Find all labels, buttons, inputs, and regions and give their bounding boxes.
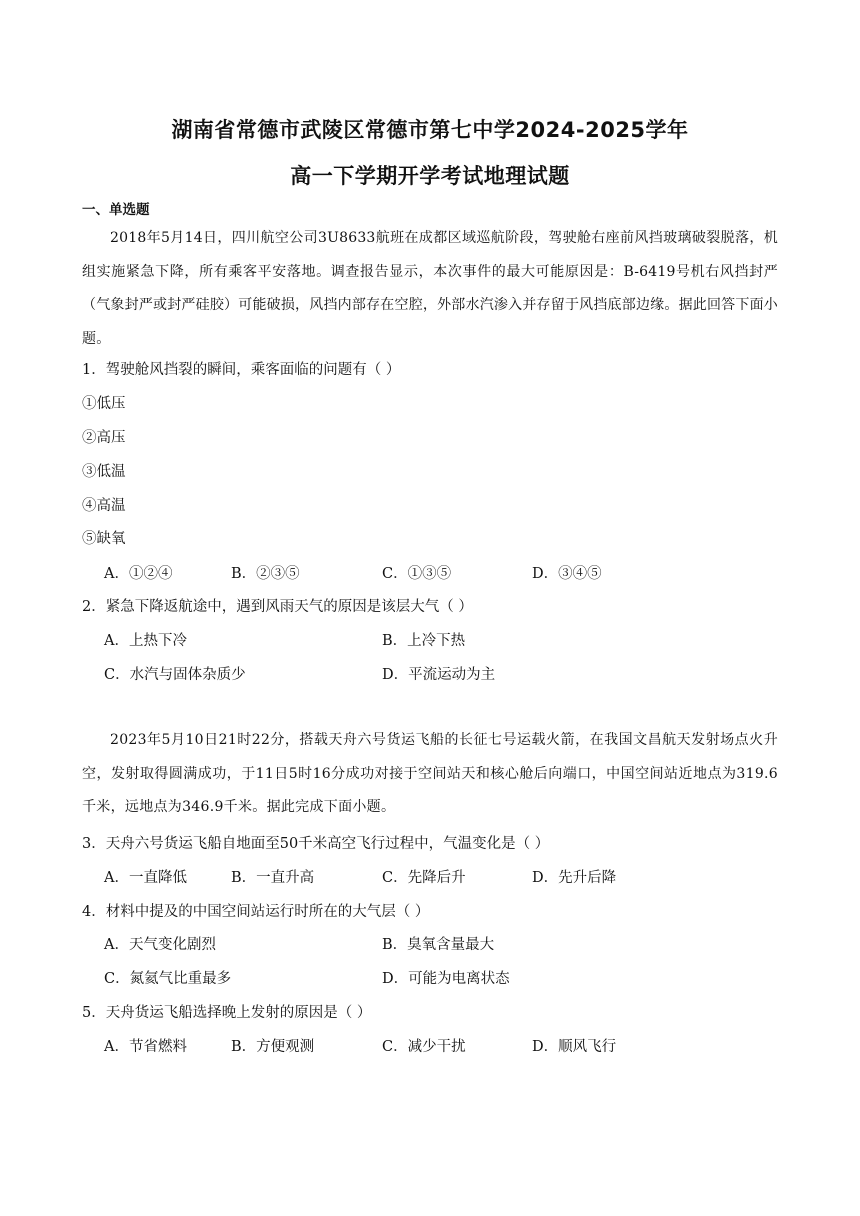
question-4-option-a: A．天气变化剧烈 (104, 937, 216, 953)
document-title-line-2: 高一下学期开学考试地理试题 (290, 164, 570, 188)
question-2-option-b: B．上冷下热 (382, 633, 466, 649)
question-1-option-d: D．③④⑤ (532, 566, 602, 582)
question-3-option-a: A．一直降低 (104, 870, 187, 886)
question-2-option-d: D．平流运动为主 (382, 667, 496, 683)
question-1-option-b: B．②③⑤ (231, 566, 300, 582)
question-4-option-d: D．可能为电离状态 (382, 971, 510, 987)
question-3-option-d: D．先升后降 (532, 870, 617, 886)
question-3-option-c: C．先降后升 (382, 870, 466, 886)
question-1-item-5: ⑤缺氧 (82, 531, 126, 547)
question-2-option-a: A．上热下冷 (104, 633, 187, 649)
question-1-item-1: ①低压 (82, 396, 126, 412)
question-1-item-4: ④高温 (82, 498, 126, 514)
question-2-option-c: C．水汽与固体杂质少 (104, 667, 246, 683)
question-1-item-3: ③低温 (82, 464, 126, 480)
passage-2: 2023年5月10日21时22分，搭载天舟六号货运飞船的长征七号运载火箭，在我国文昌航天发射场点火升空，发射取得圆满成功，于11日5时16分成功对接于空间站天和核心舱后向端口，中国空间站近地点为319.6千米，远地点为346.9千米。据此完成下面小题。 (82, 732, 778, 815)
question-4-stem: 4．材料中提及的中国空间站运行时所在的大气层（ ） (82, 904, 430, 920)
question-5-option-b: B．方便观测 (231, 1039, 315, 1055)
question-2-stem: 2．紧急下降返航途中，遇到风雨天气的原因是该层大气（ ） (82, 599, 473, 615)
question-1-option-c: C．①③⑤ (382, 566, 452, 582)
document-title-line-1: 湖南省常德市武陵区常德市第七中学2024-2025学年 (171, 118, 689, 142)
question-5-option-d: D．顺风飞行 (532, 1039, 617, 1055)
question-5-option-a: A．节省燃料 (104, 1039, 187, 1055)
question-5-stem: 5．天舟货运飞船选择晚上发射的原因是（ ） (82, 1005, 372, 1021)
question-1-option-a: A．①②④ (104, 566, 173, 582)
section-heading: 一、单选题 (82, 202, 150, 218)
question-4-option-c: C．氮氦气比重最多 (104, 971, 232, 987)
passage-1: 2018年5月14日，四川航空公司3U8633航班在成都区域巡航阶段，驾驶舱右座前风挡玻璃破裂脱落，机组实施紧急下降，所有乘客平安落地。调查报告显示，本次事件的最大可能原因是：B-6419号机右风挡封严（气象封严或封严硅胶）可能破损，风挡内部存在空腔，外部水汽渗入并存留于风挡底部边缘。据此回答下面小题。 (82, 230, 778, 347)
question-4-option-b: B．臭氧含量最大 (382, 937, 495, 953)
question-5-option-c: C．减少干扰 (382, 1039, 466, 1055)
question-3-stem: 3．天舟六号货运飞船自地面至50千米高空飞行过程中，气温变化是（ ） (82, 836, 550, 852)
question-3-option-b: B．一直升高 (231, 870, 315, 886)
question-1-item-2: ②高压 (82, 430, 126, 446)
question-1-stem: 1．驾驶舱风挡裂的瞬间，乘客面临的问题有（ ） (82, 362, 401, 378)
